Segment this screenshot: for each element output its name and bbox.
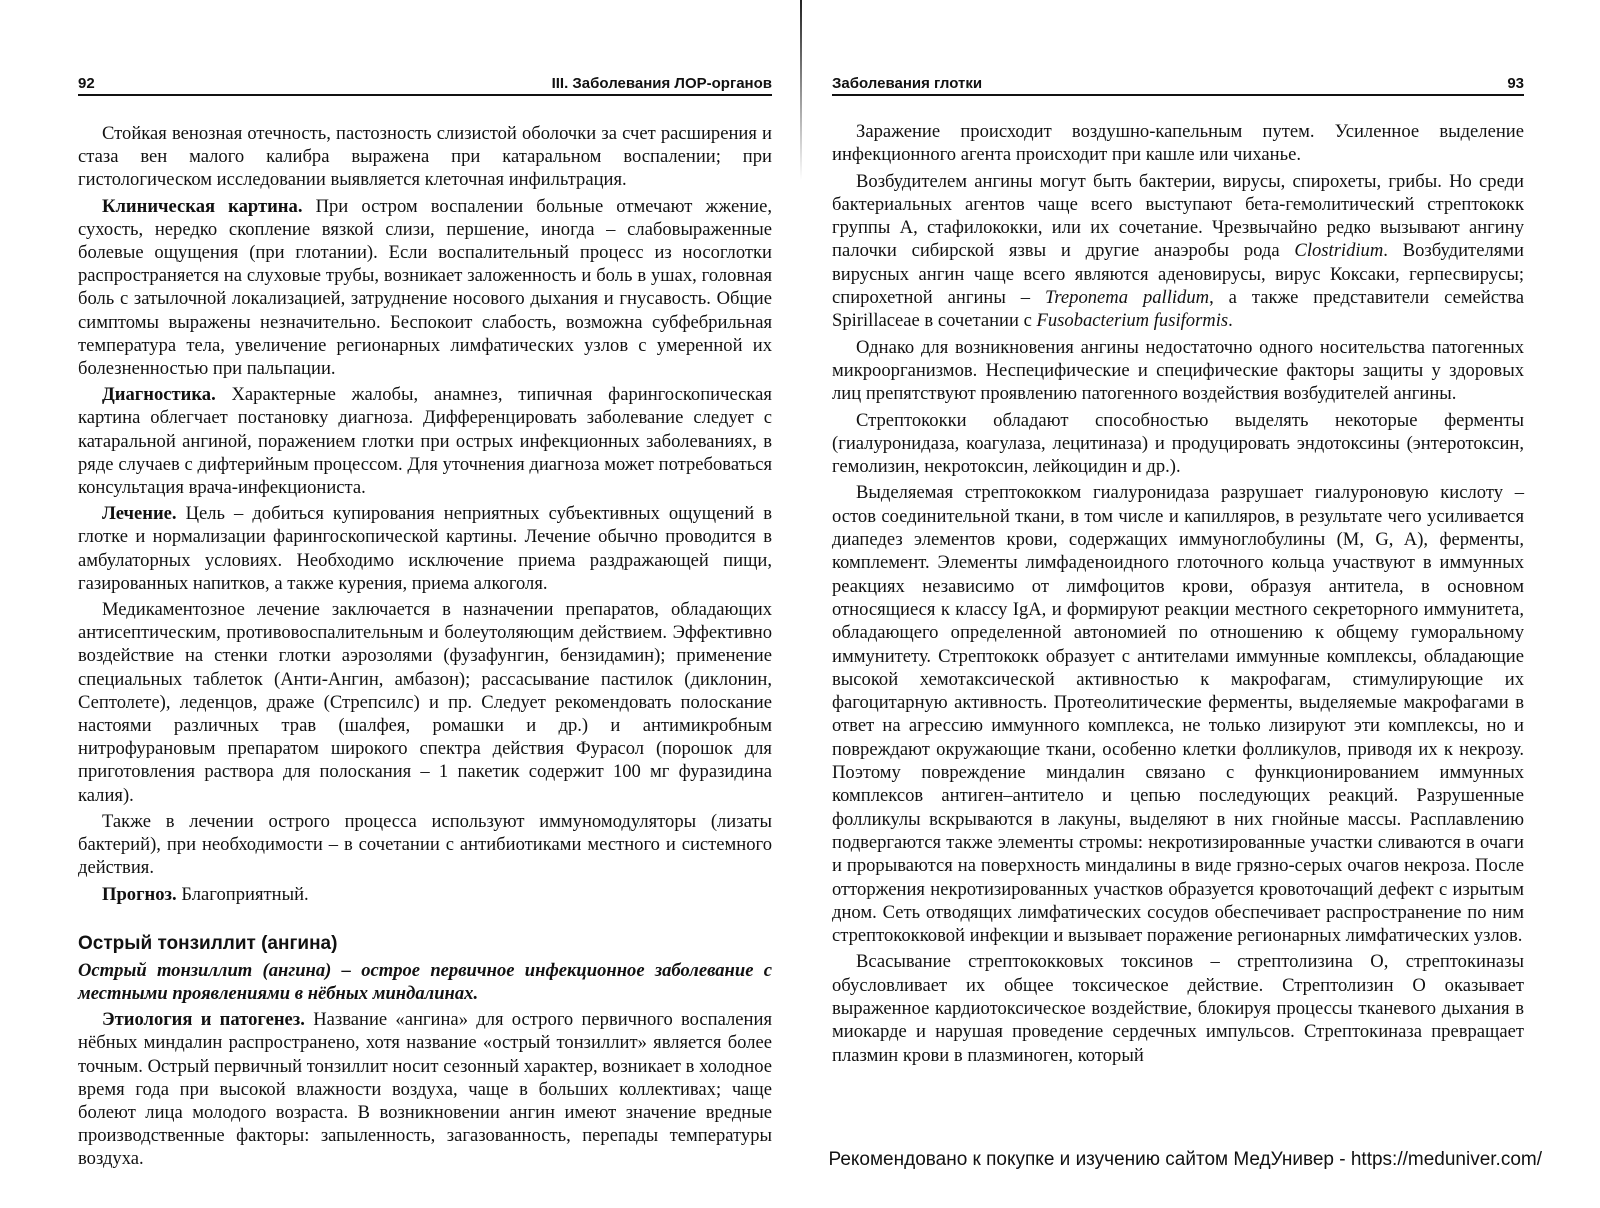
- paragraph: Стрептококки обладают способностью выделять некоторые ферменты (гиалуронидаза, коагулаза, лецитиназа) и продуцировать эндотоксины (энтеротоксин, гемолизин, некротоксин, лейкоцидин и др.).: [832, 409, 1524, 478]
- paragraph: Стойкая венозная отечность, пастозность слизистой оболочки за счет расширения и стаза вен малого калибра выражена при катаральном воспалении; при гистологическом исследовании выявляется клеточная инфильтрация.: [78, 123, 772, 191]
- right-page: [832, 0, 1524, 1140]
- paragraph: Однако для возникновения ангины недостаточно одного носительства патогенных микроорганизмов. Неспецифические и специфические факторы защиты у здоровых лиц препятствуют проявлению патогенного воздействия возбудителей ангины.: [832, 336, 1524, 405]
- run-in-heading: Этиология и патогенез.: [102, 1009, 305, 1031]
- right-running-head: [832, 66, 1524, 96]
- paragraph-pathogens: Возбудителем ангины могут быть бактерии, вирусы, спирохеты, грибы. Но среди бактериальных агентов чаще всего выступают бета-гемолитический стрептококк группы А, стафилококки, или их сочетание. Чрезвычайно редко вызывают ангину палочки сибирской язвы и другие анаэробы рода Clostridium. Возбудителями вирусных ангин чаще всего являются аденовирусы, вирус Коксаки, герпесвирусы; спирохетной ангины – Treponema pallidum, а также представители семейства Spirillaceae в сочетании с Fusobacterium fusiformis.: [832, 170, 1524, 332]
- left-running-head: [78, 66, 772, 96]
- left-body-text: [78, 122, 772, 1174]
- paragraph-clinical-picture: Клиническая картина. При остром воспалении больные отмечают жжение, сухость, нередко скопление вязкой слизи, першение, иногда – слабовыраженные болевые ощущения (при глотании). Если воспалительный процесс из носоглотки распространяется на слуховые трубы, возникает заложенность и боль в ушах, головная боль с затылочной локализацией, затруднение носового дыхания и гнусавость. Общие симптомы выражены незначительно. Беспокоит слабость, возможна субфебрильная температура тела, увеличение регионарных лимфатических узлов с умеренной их болезненностью при пальпации.: [78, 195, 773, 380]
- paragraph-treatment: Лечение. Цель – добиться купирования неприятных субъективных ощущений в глотке и нормализации фарингоскопической картины. Лечение обычно проводится в амбулаторных условиях. Необходимо исключение приема раздражающей пищи, газированных напитков, а также курения, приема алкоголя.: [78, 503, 772, 594]
- paragraph-etiology: Этиология и патогенез. Название «ангина» для острого первичного воспаления нёбных миндалин распространено, хотя название «острый тонзиллит» является более точным. Острый первичный тонзиллит носит сезонный характер, возникает в холодное время года при высокой влажности воздуха, чаще в больших коллективах; чаще болеют лица молодого возраста. В возникновении ангин имеют значение вредные производственные факторы: запыленность, загазованность, перепады температуры воздуха.: [78, 1009, 773, 1170]
- paragraph: Выделяемая стрептококком гиалуронидаза разрушает гиалуроновую кислоту – остов соединительной ткани, в том числе и капилляров, в результате чего усиливается диапедез элементов крови, содержащих иммуноглобулины (M, G, A), ферменты, комплемент. Элементы лимфаденоидного глоточного кольца участвуют в иммунных реакциях независимо от лимфоцитов крови, образуя антитела, в основном относящиеся к классу IgA, и формируют реакции местного секреторного иммунитета, обладающего определенной автономией по отношению к общему гуморальному иммунитету. Стрептококк образует с антителами иммунные комплексы, обладающие высокой хемотаксической активностью к макрофагам, стимулирующие их фагоцитарную активность. Протеолитические ферменты, выделяемые макрофагами в ответ на агрессию иммунного комплекса, не только лизируют эти комплексы, но и повреждают окружающие ткани, особенно клетки фолликулов, приводя их к некрозу. Поэтому повреждение миндалин связано с функционированием иммунных комплексов антиген–антитело и цепью последующих реакций. Разрушенные фолликулы вскрываются в лакуны, выделяют в них гнойные массы. Расплавлению подвергаются также элементы стромы: некротизированные участки сливаются в очаги и прорываются на поверхность миндалины в виде грязно-серых очагов некроза. После отторжения некротизированных участков образуется кровоточащий дефект с изрытым дном. Сеть отводящих лимфатических сосудов обеспечивает распространение по ним стрептококковой инфекции и вызывает поражение регионарных лимфатических узлов.: [832, 482, 1524, 947]
- recommendation-note: Рекомендовано к покупке и изучению сайтом МедУнивер - https://meduniver.com/: [828, 1149, 1542, 1170]
- run-in-heading: Прогноз.: [102, 883, 177, 905]
- left-chapter-title: III. Заболевания ЛОР-органов: [551, 75, 772, 92]
- book-gutter: [800, 0, 802, 180]
- paragraph-diagnostics: Диагностика. Характерные жалобы, анамнез, типичная фарингоскопическая картина облегчает постановку диагноза. Дифференцировать заболевание следует с катаральной ангиной, поражением глотки при острых инфекционных заболеваниях, в ряде случаев с дифтерийным процессом. Для уточнения диагноза может потребоваться консультация врача-инфекциониста.: [78, 384, 772, 499]
- right-page-number: 93: [1507, 75, 1524, 92]
- run-in-heading: Лечение.: [102, 503, 177, 525]
- definition-text: Острый тонзиллит (ангина) – острое первичное инфекционное заболевание с местными проявлениями в нёбных миндалинах.: [78, 959, 772, 1004]
- paragraph: Медикаментозное лечение заключается в назначении препаратов, обладающих антисептическим, противовоспалительным и болеутоляющим действием. Эффективно воздействие на стенки глотки аэрозолями (фузафунгин, бензидамин); применение специальных таблеток (Анти-Ангин, амбазон); рассасывание пастилок (диклонин, Септолете), леденцов, драже (Стрепсилс) и пр. Следует рекомендовать полоскание настоями различных трав (шалфея, ромашки и др.) и антимикробным нитрофурановым препаратом широкого спектра действия Фурасол (порошок для приготовления раствора для полоскания – 1 пакетик содержит 100 мг фуразидина калия).: [78, 599, 772, 806]
- paragraph: Заражение происходит воздушно-капельным путем. Усиленное выделение инфекционного агента происходит при кашле или чиханье.: [832, 121, 1524, 166]
- left-page: [78, 0, 773, 1170]
- paragraph: Также в лечении острого процесса используют иммуномодуляторы (лизаты бактерий), при необходимости – в сочетании с антибиотиками местного и системного действия.: [78, 810, 772, 879]
- right-chapter-title: Заболевания глотки: [832, 75, 983, 92]
- section-heading: Острый тонзиллит (ангина): [78, 932, 338, 954]
- right-body-text: [832, 120, 1524, 1070]
- run-in-heading: Клиническая картина.: [102, 195, 303, 217]
- left-page-number: 92: [78, 75, 95, 92]
- paragraph-prognosis: Прогноз. Благоприятный.: [102, 883, 309, 905]
- paragraph: Всасывание стрептококковых токсинов – стрептолизина О, стрептокиназы обусловливает их общее токсическое действие. Стрептолизин О оказывает выраженное кардиотоксическое воздействие, блокируя процессы тканевого дыхания в миокарде и нарушая проведение сердечных импульсов. Стрептокиназа превращает плазмин крови в плазминоген, который: [832, 951, 1524, 1066]
- run-in-heading: Диагностика.: [102, 384, 216, 406]
